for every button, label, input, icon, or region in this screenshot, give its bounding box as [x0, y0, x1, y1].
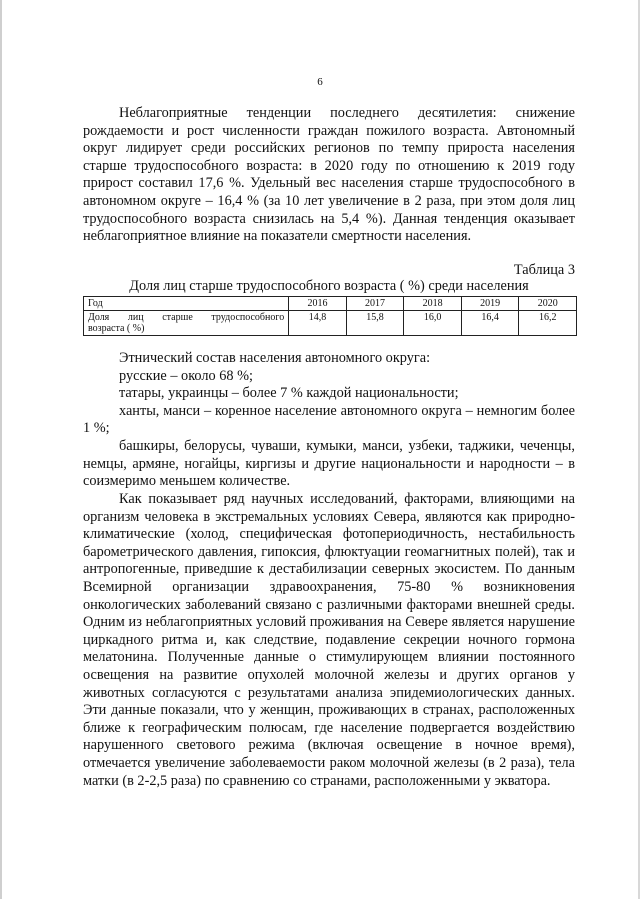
row-label-line2: возраста ( %) — [88, 323, 145, 334]
table-row — [84, 311, 577, 336]
ethnic-composition-section — [83, 350, 575, 491]
header-cell-2016: 2016 — [289, 297, 347, 311]
value-cell-2020: 16,2 — [519, 311, 577, 336]
table-number: Таблица 3 — [513, 262, 575, 278]
header-cell-year: Год — [84, 297, 289, 311]
table-header-row — [84, 297, 577, 311]
value-cell-2016: 14,8 — [289, 311, 347, 336]
header-cell-2018: 2018 — [404, 297, 462, 311]
row-label-cell — [84, 311, 289, 336]
value-cell-2017: 15,8 — [346, 311, 404, 336]
value-cell-2019: 16,4 — [461, 311, 519, 336]
ethnic-item-russians: русские – около 68 %; — [119, 367, 253, 384]
ethnic-item-others: башкиры, белорусы, чуваши, кумыки, манси, узбеки, таджики, чеченцы, немцы, армяне, ногайцы, киргизы и другие национальности и народности – в соизмеримо меньшем количестве. — [83, 437, 575, 490]
value-cell-2018: 16,0 — [404, 311, 462, 336]
row-label-line1: Доля лиц старше трудоспособного — [88, 312, 285, 323]
header-cell-2017: 2017 — [346, 297, 404, 311]
page-number: 6 — [317, 76, 323, 88]
ethnic-item-khanty-mansi: ханты, манси – коренное население автономного округа – немногим более 1 %; — [83, 402, 575, 437]
paragraph-north-factors: Как показывает ряд научных исследований, факторами, влияющими на организм человека в экстремальных условиях Севера, являются как природно-климатические (холод, специфическая фотопериодичность, нестабильность барометрического давления, гипоксия, флюктуации геомагнитных полей), так и антропогенные, приведшие к дестабилизации северных экосистем. По данным Всемирной организации здравоохранения, 75-80 % возникновения онкологических заболеваний связано с различными факторами внешней среды. Одним из неблагоприятных условий проживания на Севере является нарушение циркадного ритма и, как следствие, подавление секреции ночного гормона мелатонина. Полученные данные о стимулирующем влиянии постоянного освещения на развитие опухолей молочной железы и других органов у животных согласуются с результатами анализа эпидемиологических данных. Эти данные показали, что у женщин, проживающих в странах, расположенных ближе к географическим полюсам, где население подвергается воздействию нарушенного светового режима (включая освещение в ночное время), отмечается увеличение заболеваемости раком молочной железы (в 2 раза), тела матки (в 2-2,5 раза) по сравнению со странами, расположенными у экватора. — [83, 491, 575, 789]
ethnic-item-tatars-ukrainians: татары, украинцы – более 7 % каждой национальности; — [119, 385, 459, 402]
ethnic-intro: Этнический состав населения автономного округа: — [119, 350, 431, 366]
elderly-share-table — [83, 296, 577, 336]
header-cell-2020: 2020 — [519, 297, 577, 311]
table-title: Доля лиц старше трудоспособного возраста ( %) среди населения — [129, 278, 529, 294]
paragraph-demographic-trends: Неблагоприятные тенденции последнего десятилетия: снижение рождаемости и рост численности граждан пожилого возраста. Автономный округ лидирует среди российских регионов по темпу прироста населения старше трудоспособного возраста: в 2020 году по отношению к 2019 году прирост составил 17,6 %. Удельный вес населения старше трудоспособного в автономном округе – 16,4 % (за 10 лет увеличение в 2 раза, при этом доля лиц трудоспособного возраста снизилась на 5,4 %). Данная тенденция оказывает неблагоприятное влияние на показатели смертности населения. — [83, 105, 575, 245]
scan-edge-left — [0, 0, 2, 899]
header-cell-2019: 2019 — [461, 297, 519, 311]
